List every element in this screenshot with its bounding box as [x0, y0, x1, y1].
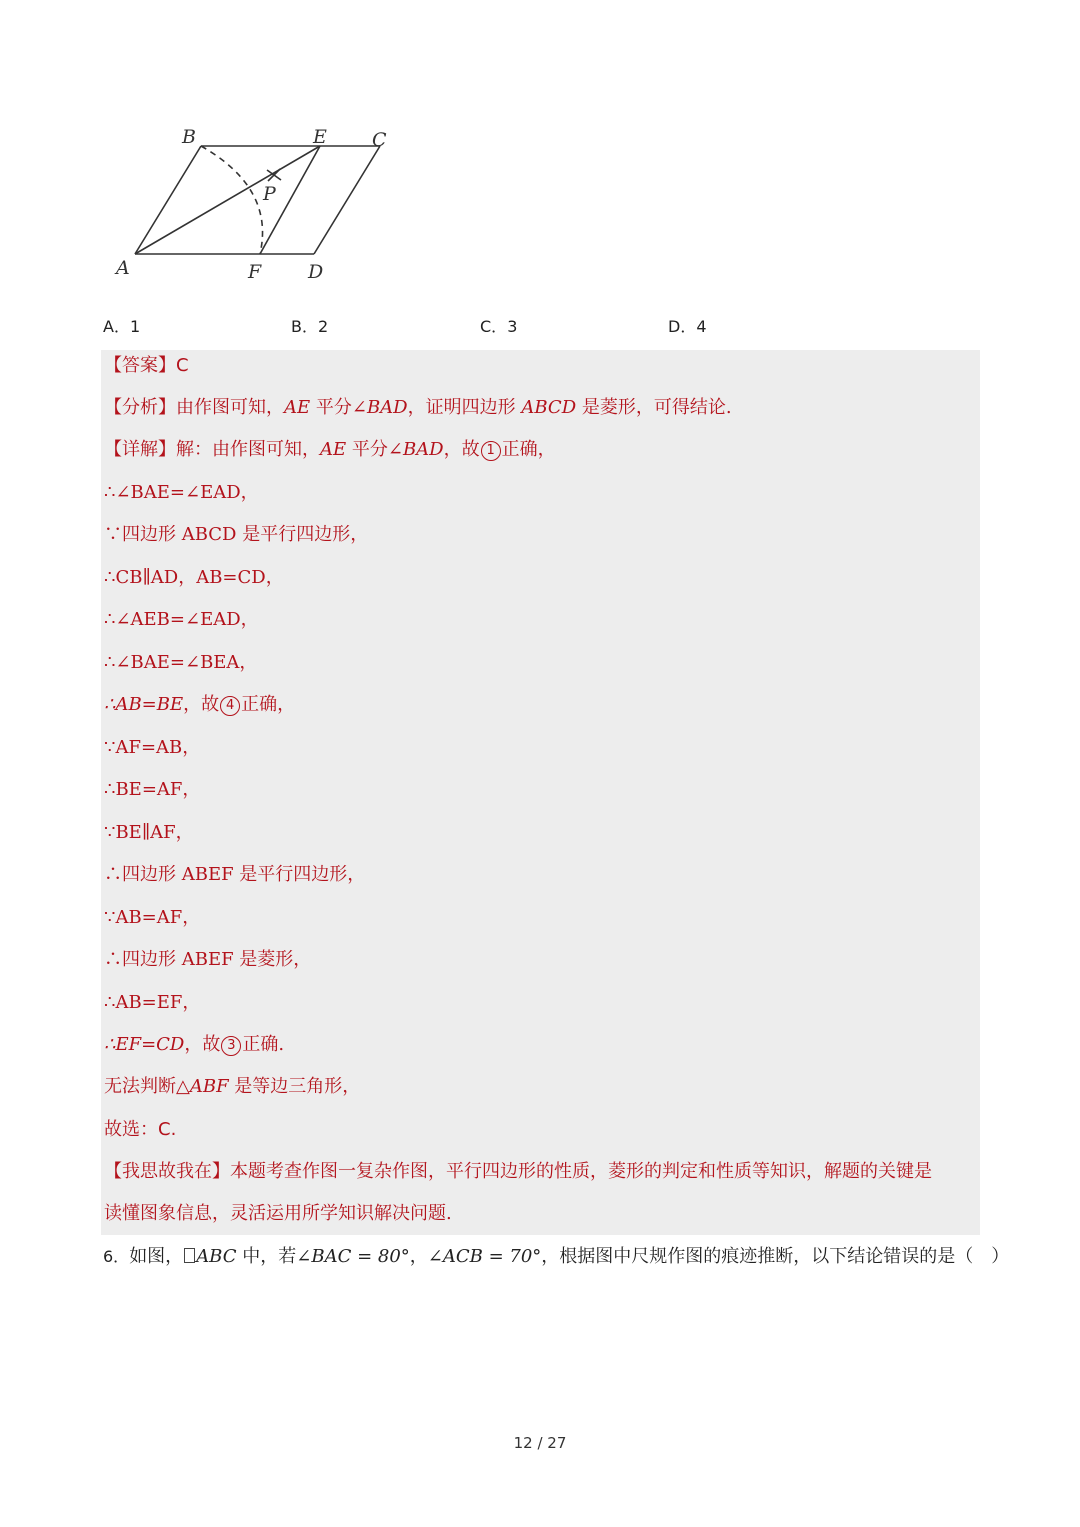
- label-e: E: [313, 126, 327, 148]
- step-line: ∴CB∥AD，AB=CD，: [104, 567, 284, 588]
- step-line: ∵AF=AB，: [104, 737, 201, 758]
- parallelogram-figure: [100, 118, 400, 288]
- solution-panel: [101, 350, 980, 1235]
- arc-dashed: [201, 146, 263, 254]
- step-line: ∴四边形 ABEF 是平行四边形，: [104, 864, 366, 885]
- option-a: A．1: [103, 317, 141, 336]
- detail-line: 【详解】解：由作图可知，AE 平分∠BAD，故 1 正确，: [104, 439, 556, 460]
- step-line: ∵AB=AF，: [104, 907, 201, 928]
- answer-options: [103, 310, 983, 336]
- side-cd: [314, 146, 380, 254]
- option-b: B．2: [291, 317, 329, 336]
- label-d: D: [308, 261, 324, 283]
- step-line: ∴∠AEB=∠EAD，: [104, 609, 259, 630]
- question-6: 6．如图， ABC 中，若∠BAC = 80°，∠ACB = 70°，根据图中尺规作图的痕迹推断，以下结论错误的是（ ）: [103, 1246, 1010, 1267]
- segment-ae: [135, 146, 320, 254]
- circled-number: 3: [221, 1036, 241, 1056]
- step-line: ∴AB=EF，: [104, 992, 201, 1013]
- circled-number: 4: [220, 696, 240, 716]
- reflection-line-2: 读懂图象信息，灵活运用所学知识解决问题.: [104, 1203, 452, 1224]
- option-d: D．4: [668, 317, 707, 336]
- step-line: ∵四边形 ABCD 是平行四边形，: [104, 524, 369, 545]
- step-line: 无法判断△ABF 是等边三角形，: [104, 1076, 361, 1097]
- step-line: ∵BE∥AF，: [104, 822, 194, 843]
- step-line: ∴∠BAE=∠BEA，: [104, 652, 258, 673]
- step-line: ∴EF=CD，故 3 正确.: [104, 1034, 285, 1055]
- step-line: ∴四边形 ABEF 是菱形，: [104, 949, 312, 970]
- analysis-line: 【分析】由作图可知，AE 平分∠BAD，证明四边形 ABCD 是菱形，可得结论.: [104, 397, 732, 418]
- label-p: P: [263, 183, 276, 205]
- answer-line: 【答案】C: [104, 355, 189, 376]
- option-c: C．3: [480, 317, 518, 336]
- side-ab: [135, 146, 201, 254]
- circled-number: 1: [481, 441, 501, 461]
- label-b: B: [182, 126, 196, 148]
- page-number: 12 / 27: [513, 1434, 567, 1452]
- step-line: ∴AB=BE，故 4 正确，: [104, 694, 296, 715]
- step-line: ∴BE=AF，: [104, 779, 201, 800]
- label-f: F: [248, 261, 262, 283]
- triangle-symbol-box: [184, 1248, 195, 1263]
- label-a: A: [116, 257, 130, 279]
- step-line: ∴∠BAE=∠EAD，: [104, 482, 259, 503]
- reflection-line: 【我思故我在】本题考查作图一复杂作图，平行四边形的性质，菱形的判定和性质等知识，解题的关键是: [104, 1161, 932, 1182]
- choose-line: 故选：C.: [104, 1119, 177, 1140]
- label-c: C: [372, 129, 387, 151]
